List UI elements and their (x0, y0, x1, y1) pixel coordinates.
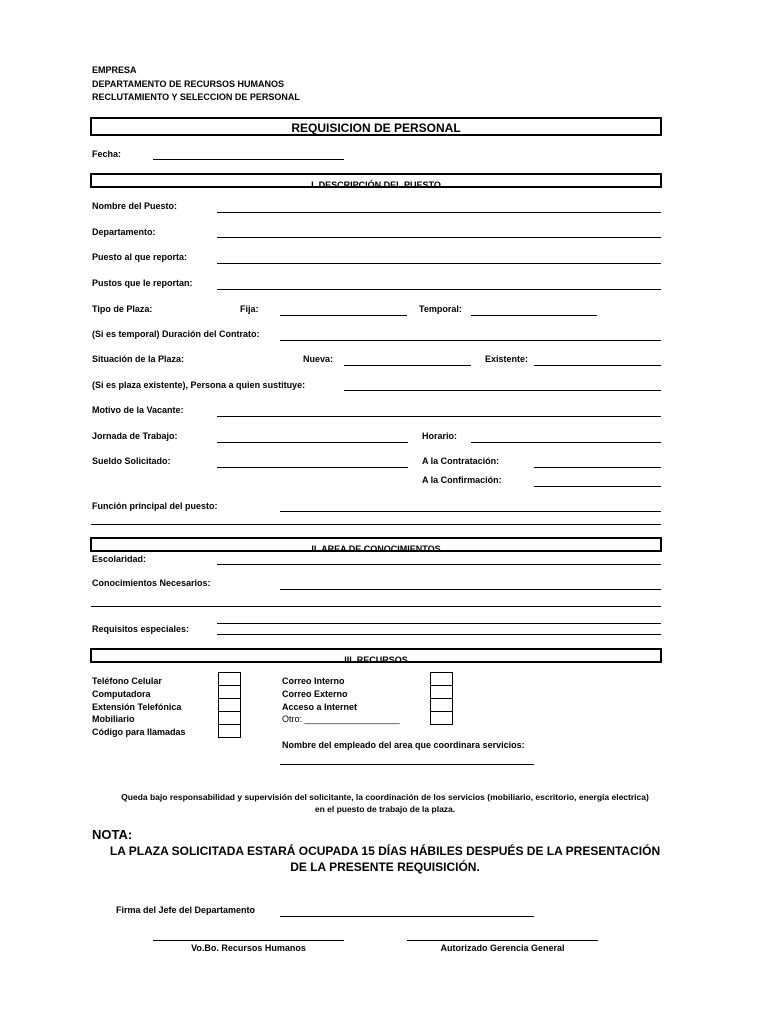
section-1-box (90, 173, 662, 188)
duracion-label: (Si es temporal) Duración del Contrato: (92, 329, 260, 339)
checkbox-codigo-llamadas[interactable] (218, 724, 241, 738)
resource-right-1: Correo Interno (282, 676, 345, 686)
checkbox-mobiliario[interactable] (218, 711, 241, 725)
conocimientos-label: Conocimientos Necesarios: (92, 578, 211, 588)
fija-field[interactable] (280, 315, 407, 316)
coordinator-field[interactable] (280, 764, 534, 765)
conocimientos-field-extra[interactable] (91, 606, 661, 607)
persona-sustituye-field[interactable] (344, 390, 661, 391)
jornada-label: Jornada de Trabajo: (92, 431, 178, 441)
firma-jefe-field[interactable] (280, 916, 534, 917)
puesto-reporta-field[interactable] (217, 263, 661, 264)
firma-jefe-label: Firma del Jefe del Departamento (116, 905, 256, 915)
requisitos-label: Requisitos especiales: (92, 624, 190, 634)
confirmacion-label: A la Confirmación: (422, 475, 502, 485)
form-title-box (90, 117, 662, 136)
checkbox-telefono-celular[interactable] (218, 672, 241, 686)
section-3-box (90, 648, 662, 663)
nombre-puesto-field[interactable] (217, 212, 661, 213)
department-name: DEPARTAMENTO DE RECURSOS HUMANOS (92, 79, 285, 89)
resource-left-3: Extensión Telefónica (92, 702, 182, 712)
nota-line-1: LA PLAZA SOLICITADA ESTARÁ OCUPADA 15 DÍAS HÁBILES DESPUÉS DE LA PRESENTACIÓN (109, 844, 661, 858)
responsibility-line-2: en el puesto de trabajo de la plaza. (314, 804, 456, 814)
area-name: RECLUTAMIENTO Y SELECCION DE PERSONAL (92, 92, 300, 102)
jornada-field[interactable] (217, 442, 408, 443)
puestos-reportan-field[interactable] (217, 289, 661, 290)
section-2-title: II. AREA DE CONOCIMIENTOS (311, 544, 441, 554)
fecha-label: Fecha: (92, 149, 122, 159)
motivo-field[interactable] (217, 416, 661, 417)
escolaridad-label: Escolaridad: (92, 554, 147, 564)
coordinator-label: Nombre del empleado del area que coordinara servicios: (282, 740, 525, 750)
nueva-field[interactable] (344, 365, 471, 366)
checkbox-correo-externo[interactable] (430, 685, 453, 699)
section-1-title: I. DESCRIPCIÓN DEL PUESTO (311, 180, 441, 190)
resource-left-5: Código para llamadas (92, 727, 186, 737)
fecha-field[interactable] (153, 159, 344, 160)
funcion-field-extra[interactable] (91, 524, 661, 525)
motivo-label: Motivo de la Vacante: (92, 405, 184, 415)
resource-left-2: Computadora (92, 689, 151, 699)
funcion-label: Función principal del puesto: (92, 501, 218, 511)
duracion-field[interactable] (280, 340, 661, 341)
confirmacion-field[interactable] (534, 486, 661, 487)
rrhh-signature-line[interactable] (153, 940, 344, 941)
checkbox-correo-interno[interactable] (430, 672, 453, 686)
horario-field[interactable] (471, 442, 661, 443)
rrhh-signature-label: Vo.Bo. Recursos Humanos (191, 943, 306, 953)
sueldo-label: Sueldo Solicitado: (92, 456, 171, 466)
tipo-plaza-label: Tipo de Plaza: (92, 304, 153, 314)
puestos-reportan-label: Pustos que le reportan: (92, 278, 193, 288)
persona-sustituye-label: (Si es plaza existente), Persona a quien sustituye: (92, 380, 306, 390)
section-3-title: III. RECURSOS (344, 655, 408, 665)
resource-left-4: Mobiliario (92, 714, 135, 724)
nota-label: NOTA: (92, 827, 133, 842)
escolaridad-field[interactable] (217, 564, 661, 565)
existente-field[interactable] (534, 365, 661, 366)
temporal-label: Temporal: (419, 304, 462, 314)
checkbox-otro[interactable] (430, 711, 453, 725)
page-title: REQUISICION DE PERSONAL (291, 121, 461, 135)
resource-right-3: Acceso a Internet (282, 702, 358, 712)
sueldo-field[interactable] (217, 467, 408, 468)
requisitos-top-line[interactable] (217, 623, 661, 624)
checkbox-computadora[interactable] (218, 685, 241, 699)
existente-label: Existente: (485, 354, 529, 364)
responsibility-line-1: Queda bajo responsabilidad y supervisión del solicitante, la coordinación de los servicios (mobiliario, escritorio, energía electrica) (121, 792, 649, 802)
contratacion-field[interactable] (534, 467, 661, 468)
fija-label: Fija: (240, 304, 259, 314)
departamento-label: Departamento: (92, 227, 156, 237)
section-2-box (90, 537, 662, 552)
puesto-reporta-label: Puesto al que reporta: (92, 252, 188, 262)
conocimientos-field[interactable] (280, 589, 661, 590)
nueva-label: Nueva: (303, 354, 334, 364)
departamento-field[interactable] (217, 237, 661, 238)
gerencia-signature-label: Autorizado Gerencia General (440, 943, 565, 953)
contratacion-label: A la Contratación: (422, 456, 500, 466)
nombre-puesto-label: Nombre del Puesto: (92, 201, 178, 211)
checkbox-acceso-internet[interactable] (430, 698, 453, 712)
gerencia-signature-line[interactable] (407, 940, 598, 941)
checkbox-extension-telefonica[interactable] (218, 698, 241, 712)
company-name: EMPRESA (92, 65, 137, 75)
resource-right-4: Otro: ___________________ (282, 714, 400, 724)
horario-label: Horario: (422, 431, 458, 441)
requisitos-field[interactable] (217, 634, 661, 635)
resource-left-1: Teléfono Celular (92, 676, 162, 686)
situacion-label: Situación de la Plaza: (92, 354, 185, 364)
resource-right-2: Correo Externo (282, 689, 348, 699)
nota-line-2: DE LA PRESENTE REQUISICIÓN. (290, 860, 480, 874)
funcion-field[interactable] (280, 511, 661, 512)
temporal-field[interactable] (471, 315, 597, 316)
